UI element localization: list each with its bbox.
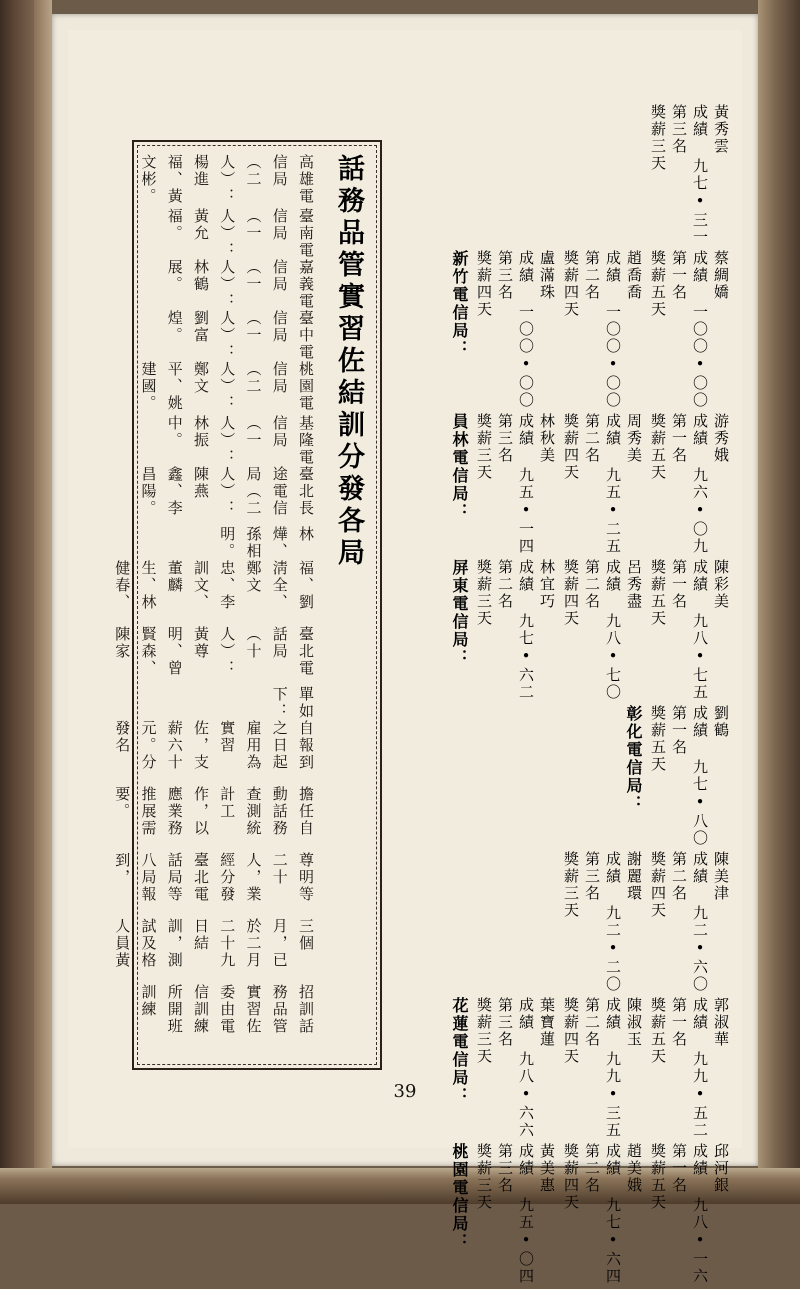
person-prize: 獎薪四天: [562, 559, 580, 627]
person-name: 林宜巧: [538, 559, 556, 610]
person-prize: 獎薪三天: [649, 104, 667, 172]
article-line: 臺中電信局（一人）：劉富煌。: [165, 310, 315, 361]
person-prize: 獎薪五天: [649, 1143, 667, 1211]
article-line: 擔任自動話務查測統計工作，以應業務推展需要。: [113, 786, 315, 837]
person-rank: 第一名: [670, 413, 688, 464]
office-title: 員林電信局：: [450, 413, 469, 521]
person-name: 趙喬喬: [625, 250, 643, 301]
person-prize: 獎薪五天: [649, 705, 667, 773]
person-name: 陳彩美: [712, 559, 730, 610]
person-prize: 獎薪三天: [562, 851, 580, 919]
page-number: 39: [393, 1081, 417, 1102]
person-rank: 第三名: [583, 851, 601, 902]
person-score: 成績 九二•二〇: [604, 851, 622, 993]
person-score: 成績 一〇〇•〇〇: [691, 250, 709, 409]
office-group: [323, 705, 732, 851]
results-listing: [414, 104, 732, 1285]
person-score: 成績 一〇〇•〇〇: [604, 250, 622, 409]
person-score: 成績 九八•六六: [517, 997, 535, 1139]
office-title: 彰化電信局：: [624, 705, 643, 813]
person-score: 成績 九七•八〇: [691, 705, 709, 847]
page-content: [113, 104, 732, 1285]
article-line: 招訓話務品管實習佐委由電信訓練所開班訓練: [139, 984, 315, 1035]
result-entry: [561, 559, 645, 705]
article-line: 臺北電話局（十人）：黃尊明、曾賢森、陳家: [113, 626, 315, 677]
result-entry: [474, 997, 558, 1143]
person-rank: 第一名: [670, 997, 688, 1048]
person-prize: 獎薪四天: [562, 413, 580, 481]
person-name: 黃秀雲: [712, 104, 730, 155]
article-line: 桃園電信局（二人）：鄭文平、姚建國。: [139, 361, 315, 412]
person-score: 成績 九五•一四: [517, 413, 535, 555]
result-entry: [561, 413, 645, 559]
article-line: 高雄電信局（二人）：楊進福、黃文彬。: [139, 154, 315, 205]
person-name: 劉鶴: [712, 705, 730, 739]
person-score: 成績 九八•七〇: [604, 559, 622, 701]
person-name: 林秋美: [538, 413, 556, 464]
result-entry: [474, 559, 558, 705]
person-rank: 第二名: [583, 559, 601, 610]
person-name: 葉寶蓮: [538, 997, 556, 1048]
person-prize: 獎薪四天: [562, 250, 580, 318]
person-prize: 獎薪五天: [649, 413, 667, 481]
article-line: 嘉義電信局（一人）：林鶴展。: [165, 259, 315, 310]
article-line: 林燁、孫相明。: [218, 526, 315, 560]
person-rank: 第二名: [496, 559, 514, 610]
person-rank: 第三名: [496, 1143, 514, 1194]
person-name: 黃美惠: [538, 1143, 556, 1194]
person-prize: 獎薪五天: [649, 559, 667, 627]
article-line: 基隆電信局（一人）：林振中。: [165, 415, 315, 466]
result-entry: [474, 250, 558, 413]
result-entry: [648, 559, 732, 705]
person-score: 成績 九八•七五: [691, 559, 709, 701]
person-prize: 獎薪三天: [475, 997, 493, 1065]
article-line: 臺南電信局（一人）：黃允福。: [165, 208, 315, 259]
result-entry: [474, 413, 558, 559]
person-prize: 獎薪三天: [475, 559, 493, 627]
person-rank: 第一名: [670, 705, 688, 756]
person-prize: 獎薪五天: [649, 997, 667, 1065]
person-rank: 第三名: [670, 104, 688, 155]
result-entry: [561, 997, 645, 1143]
result-entry: [648, 997, 732, 1143]
person-name: 邱河銀: [712, 1143, 730, 1194]
person-prize: 獎薪四天: [475, 250, 493, 318]
person-score: 成績 九九•五二: [691, 997, 709, 1139]
result-entry: [561, 1143, 645, 1289]
result-entry: [648, 104, 732, 250]
article-inner: [113, 154, 368, 1056]
result-entry: [648, 705, 732, 851]
result-entry: [648, 851, 732, 997]
person-prize: 獎薪四天: [649, 851, 667, 919]
person-name: 盧滿珠: [538, 250, 556, 301]
result-entry: [474, 1143, 558, 1289]
book-edge-right: [758, 0, 800, 1204]
article-line: 三個月，已於二月二十九日結訓，測試及格人員黃: [113, 918, 315, 969]
result-entry: [561, 250, 645, 413]
article-body: [106, 154, 319, 1044]
person-rank: 第一名: [670, 559, 688, 610]
person-name: 周秀美: [625, 413, 643, 464]
person-prize: 獎薪三天: [475, 1143, 493, 1211]
person-score: 成績 九六•〇九: [691, 413, 709, 555]
person-rank: 第二名: [583, 250, 601, 301]
office-title: 花蓮電信局：: [450, 997, 469, 1105]
office-group: [375, 104, 732, 250]
person-rank: 第三名: [496, 997, 514, 1048]
person-rank: 第二名: [583, 997, 601, 1048]
office-title: 桃園電信局：: [450, 1143, 469, 1251]
person-score: 成績 九七•六四: [604, 1143, 622, 1285]
result-entry: [648, 1143, 732, 1289]
person-name: 游秀娥: [712, 413, 730, 464]
article-line: 尊明等二十人，業經分發臺北電話局等八局報到，: [113, 852, 315, 903]
person-score: 成績 九五•二五: [604, 413, 622, 555]
person-name: 呂秀盡: [625, 559, 643, 610]
person-rank: 第二名: [670, 851, 688, 902]
person-name: 陳美津: [712, 851, 730, 902]
person-name: 謝麗環: [625, 851, 643, 902]
person-score: 成績 九九•三五: [604, 997, 622, 1139]
person-score: 成績 九八•一六: [691, 1143, 709, 1285]
person-name: 陳淑玉: [625, 997, 643, 1048]
office-group: [0, 1143, 732, 1289]
person-name: 蔡綢嬌: [712, 250, 730, 301]
person-prize: 獎薪三天: [475, 413, 493, 481]
result-entry: [561, 851, 645, 997]
article-title: 話務品管實習佐結訓分發各局: [333, 154, 364, 570]
person-rank: 第二名: [583, 1143, 601, 1194]
printed-page: [52, 14, 758, 1285]
article-line: 單如下：: [270, 686, 315, 720]
person-score: 成績 九五•〇四: [517, 1143, 535, 1285]
page-inner: [68, 30, 742, 1285]
article-line: 自報到之日起雇用為實習佐，支薪六十元。分發名: [113, 720, 315, 771]
person-rank: 第三名: [496, 413, 514, 464]
person-rank: 第一名: [670, 250, 688, 301]
result-entry: [648, 250, 732, 413]
person-rank: 第三名: [496, 250, 514, 301]
office-title: 新竹電信局：: [450, 250, 469, 358]
person-name: 郭淑華: [712, 997, 730, 1048]
office-title: 屏東電信局：: [450, 559, 469, 667]
person-prize: 獎薪四天: [562, 997, 580, 1065]
person-prize: 獎薪四天: [562, 1143, 580, 1211]
person-rank: 第二名: [583, 413, 601, 464]
person-score: 成績 九七•三一: [691, 104, 709, 246]
article-box: [113, 140, 382, 1070]
person-score: 成績 九二•六〇: [691, 851, 709, 993]
article-line: 臺北長途電信局（二人）：陳燕鑫、李昌陽。: [139, 466, 315, 517]
article-line: 福、劉淸全、鄭文忠、李訓文、董麟生、林健春、: [113, 560, 315, 611]
person-name: 趙美娥: [625, 1143, 643, 1194]
person-prize: 獎薪五天: [649, 250, 667, 318]
person-score: 成績 九七•六二: [517, 559, 535, 701]
person-rank: 第一名: [670, 1143, 688, 1194]
person-score: 成績 一〇〇•〇〇: [517, 250, 535, 409]
result-entry: [648, 413, 732, 559]
